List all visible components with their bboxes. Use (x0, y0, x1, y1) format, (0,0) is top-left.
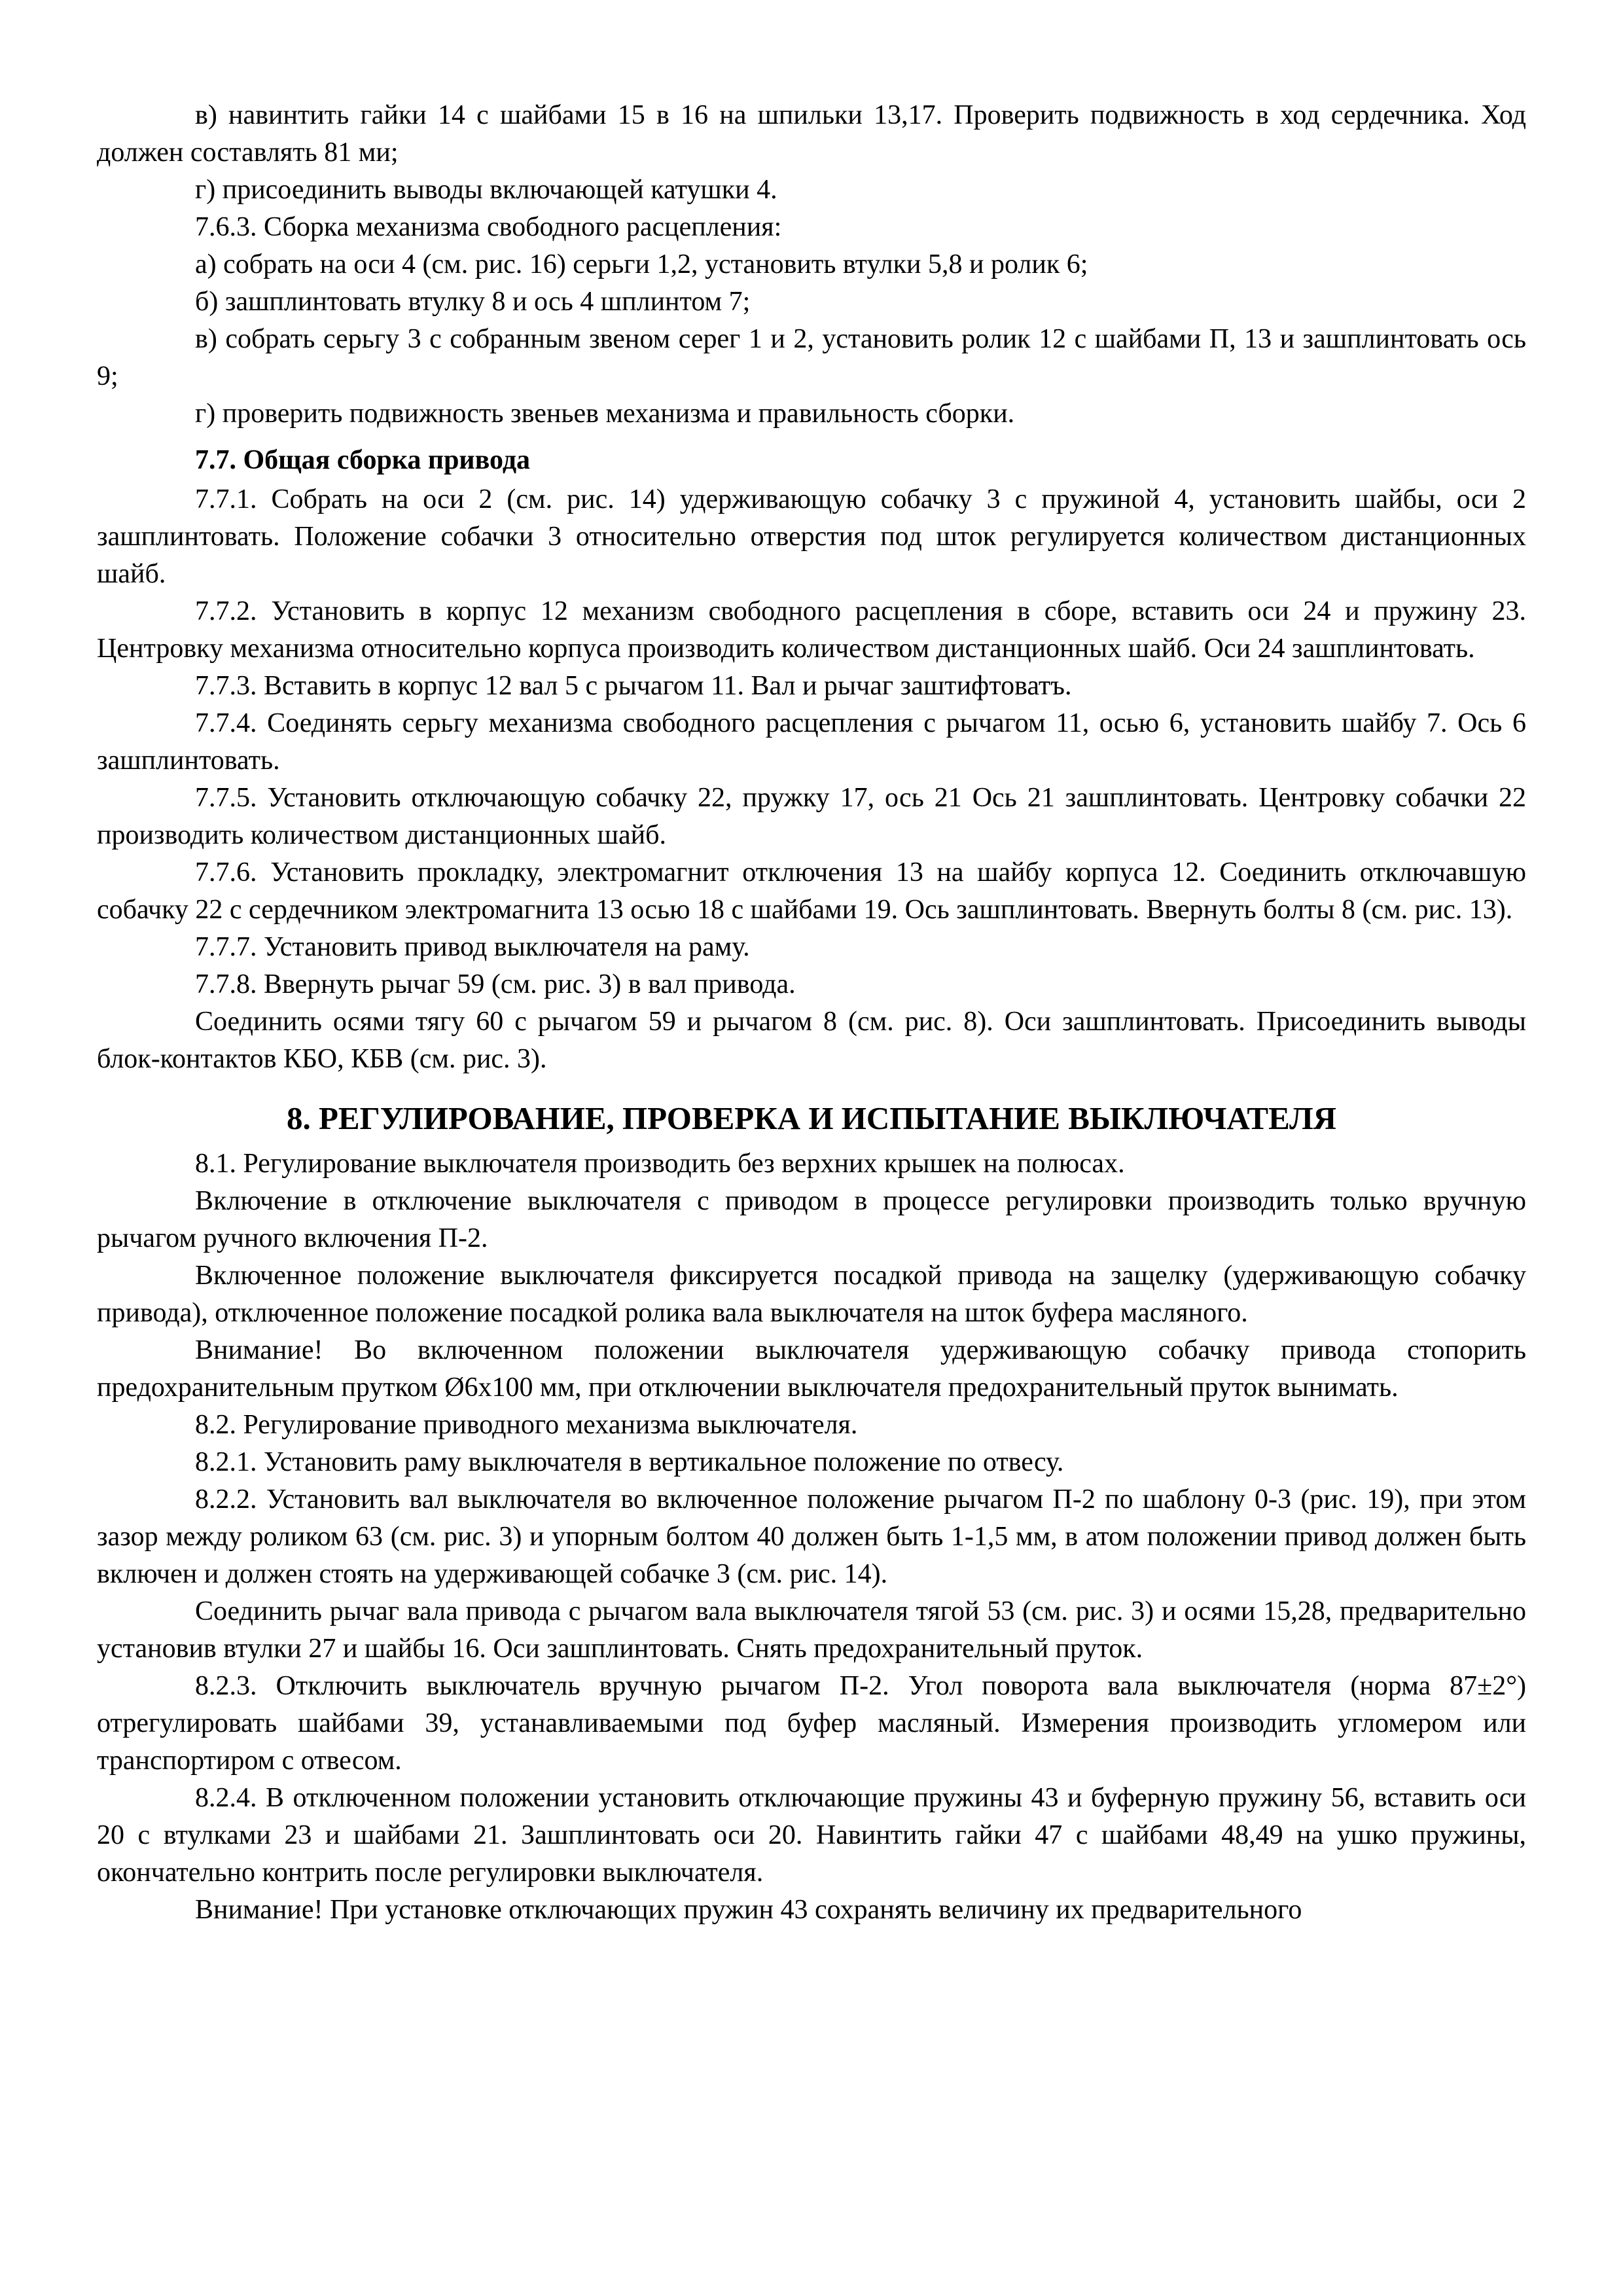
paragraph-81-manual: Включение в отключение выключателя с приводом в процессе регулировки производить только вручную рычагом ручного включения П-2. (97, 1186, 1526, 1253)
paragraph-763-title: 7.6.3. Сборка механизма свободного расцепления: (195, 212, 782, 242)
paragraph-771: 7.7.1. Собрать на оси 2 (см. рис. 14) удерживающую собачку 3 с пружиной 4, установить шайбы, оси 2 зашплинтовать. Положение собачки 3 относительно отверстия под шток регулируется количеством дистанционных шайб. (97, 484, 1526, 589)
paragraph-763-b: б) зашплинтовать втулку 8 и ось 4 шплинтом 7; (195, 287, 751, 317)
paragraph-778: 7.7.8. Ввернуть рычаг 59 (см. рис. 3) в вал привода. (195, 969, 796, 999)
paragraph-763-v: в) собрать серьгу 3 с собранным звеном серег 1 и 2, установить ролик 12 с шайбами П, 13 и зашплинтовать ось 9; (97, 324, 1526, 391)
paragraph-777: 7.7.7. Установить привод выключателя на раму. (195, 932, 750, 962)
paragraph-774: 7.7.4. Соединять серьгу механизма свободного расцепления с рычагом 11, осью 6, установить шайбу 7. Ось 6 зашплинтовать. (97, 708, 1526, 776)
paragraph-763-a: а) собрать на оси 4 (см. рис. 16) серьги 1,2, установить втулки 5,8 и ролик 6; (195, 249, 1088, 279)
paragraph-823: 8.2.3. Отключить выключатель вручную рычагом П-2. Угол поворота вала выключателя (норма 87±2°) отрегулировать шайбами 39, устанавливаемыми под буфер масляный. Измерения производить угломером или транспортиром с отвесом. (97, 1671, 1526, 1776)
paragraph-assembly-step-g: г) присоединить выводы включающей катушки 4. (195, 175, 777, 205)
paragraph-81-position: Включенное положение выключателя фиксируется посадкой привода на защелку (удерживающую собачку привода), отключенное положение посадкой ролика вала выключателя на шток буфера масляного. (97, 1261, 1526, 1328)
paragraph-81: 8.1. Регулирование выключателя производить без верхних крышек на полюсах. (195, 1149, 1125, 1179)
paragraph-821: 8.2.1. Установить раму выключателя в вертикальное положение по отвесу. (195, 1447, 1064, 1477)
paragraph-822: 8.2.2. Установить вал выключателя во включенное положение рычагом П-2 по шаблону 0-3 (рис. 19), при этом зазор между роликом 63 (см. рис. 3) и упорным болтом 40 должен быть 1-1,5 мм, в атом положении привод должен быть включен и должен стоять на удерживающей собачке 3 (см. рис. 14). (97, 1484, 1526, 1589)
paragraph-822-connect: Соединить рычаг вала привода с рычагом вала выключателя тягой 53 (см. рис. 3) и осями 15,28, предварительно установив втулки 27 и шайбы 16. Оси зашплинтовать. Снять предохранительный пруток. (97, 1596, 1526, 1664)
heading-section-8: 8. РЕГУЛИРОВАНИЕ, ПРОВЕРКА И ИСПЫТАНИЕ ВЫКЛЮЧАТЕЛЯ (286, 1100, 1337, 1136)
paragraph-773: 7.7.3. Вставить в корпус 12 вал 5 с рычагом 11. Вал и рычаг заштифтоватъ. (195, 671, 1072, 701)
paragraph-824-warning: Внимание! При установке отключающих пружин 43 сохранять величину их предварительного (195, 1895, 1302, 1925)
paragraph-82: 8.2. Регулирование приводного механизма выключателя. (195, 1410, 858, 1440)
paragraph-81-warning: Внимание! Во включенном положении выключателя удерживающую собачку привода стопорить предохранительным прутком Ø6x100 мм, при отключении выключателя предохранительный пруток вынимать. (97, 1335, 1526, 1403)
document-page (97, 97, 1526, 1929)
paragraph-775: 7.7.5. Установить отключающую собачку 22, пружку 17, ось 21 Ось 21 зашплинтовать. Центровку собачки 22 производить количеством дистанционных шайб. (97, 783, 1526, 850)
paragraph-824: 8.2.4. В отключенном положении установить отключающие пружины 43 и буферную пружину 56, вставить оси 20 с втулками 23 и шайбами 21. Зашплинтовать оси 20. Навинтить гайки 47 с шайбами 48,49 на ушко пружины, окончательно контрить после регулировки выключателя. (97, 1783, 1526, 1888)
paragraph-763-g: г) проверить подвижность звеньев механизма и правильность сборки. (195, 399, 1015, 429)
paragraph-776: 7.7.6. Установить прокладку, электромагнит отключения 13 на шайбу корпуса 12. Соединить отключавшую собачку 22 с сердечником электромагнита 13 осью 18 с шайбами 19. Ось зашплинтовать. Ввернуть болты 8 (см. рис. 13). (97, 857, 1526, 925)
paragraph-assembly-step-v: в) навинтить гайки 14 с шайбами 15 в 16 на шпильки 13,17. Проверить подвижность в ход сердечника. Ход должен составлять 81 ми; (97, 100, 1526, 168)
heading-77: 7.7. Общая сборка привода (195, 445, 531, 475)
paragraph-779: Соединить осями тягу 60 с рычагом 59 и рычагом 8 (см. рис. 8). Оси зашплинтовать. Присоединить выводы блок-контактов КБО, КБВ (см. рис. 3). (97, 1007, 1526, 1074)
paragraph-772: 7.7.2. Установить в корпус 12 механизм свободного расцепления в сборе, вставить оси 24 и пружину 23. Центровку механизма относительно корпуса производить количеством дистанционных шайб. Оси 24 зашплинтовать. (97, 596, 1526, 664)
